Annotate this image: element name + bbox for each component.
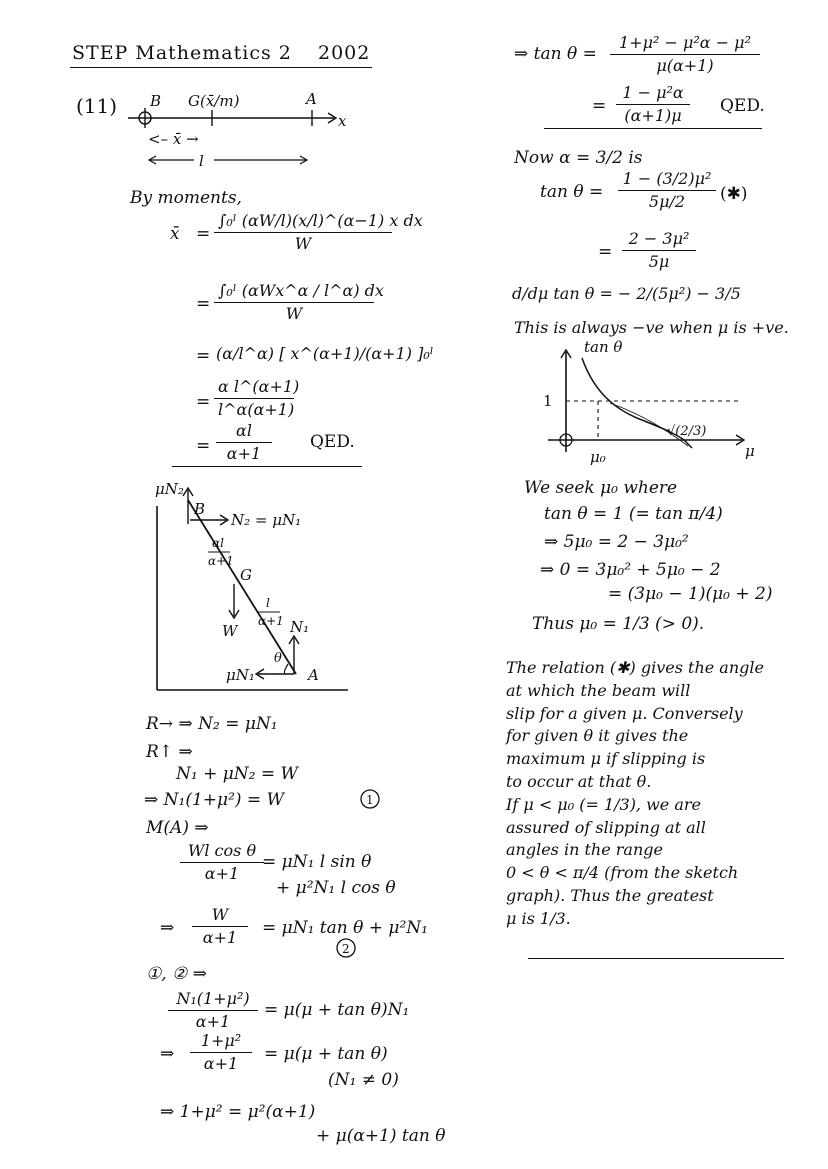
thus-mu0: Thus μ₀ = 1/3 (> 0). — [532, 614, 705, 634]
seek-intro: We seek μ₀ where — [524, 478, 678, 498]
label-mu-n1: μN₁ — [226, 666, 255, 684]
combine-label: ①, ② ⇒ — [146, 964, 207, 984]
equals-r4: = — [598, 242, 613, 262]
moment-rhs1: = μN₁ l sin θ — [262, 852, 372, 872]
eq5-fraction — [216, 422, 272, 464]
label-mu-n2: μN₂ — [155, 480, 184, 498]
eq1-fraction — [214, 211, 423, 254]
para-line: 0 < θ < π/4 (from the sketch — [506, 863, 739, 883]
page-title: STEP Mathematics 2 — [72, 42, 292, 64]
now-alpha: Now α = 3/2 is — [514, 148, 643, 168]
label-g: G — [240, 566, 252, 584]
para-line: maximum μ if slipping is — [506, 749, 706, 769]
combine2-numerator: 1+μ² — [190, 1032, 252, 1053]
label-l-num: l — [266, 596, 270, 610]
graph-root-label: √(2/3) — [667, 424, 707, 439]
rod-label-l: l — [199, 152, 204, 170]
eq3: (α/l^α) [ x^(α+1)/(α+1) ]₀ˡ — [216, 344, 434, 363]
label-n2-eq: N₂ = μN₁ — [231, 511, 302, 529]
combine1-denominator: α+1 — [195, 1012, 231, 1032]
label-a: A — [308, 666, 319, 684]
year: 2002 — [318, 42, 371, 64]
right-divider — [544, 128, 762, 129]
circle-1-label: 1 — [366, 793, 374, 807]
tan4-fraction — [622, 230, 696, 272]
resolve-up-eq2: ⇒ N₁(1+μ²) = W — [144, 790, 285, 810]
graph-mu0-label: μ₀ — [590, 448, 606, 466]
moment2-rhs: = μN₁ tan θ + μ²N₁ — [262, 918, 428, 938]
combine1-numerator: N₁(1+μ²) — [168, 990, 258, 1011]
label-n1: N₁ — [290, 618, 310, 636]
para-line: at which the beam will — [506, 680, 691, 700]
para-line: to occur at that θ. — [506, 771, 652, 791]
moment-rhs2: + μ²N₁ l cos θ — [276, 878, 396, 898]
moment2-denominator: α+1 — [202, 928, 238, 948]
tan-theta-graph — [543, 338, 755, 466]
right-end-divider — [528, 958, 784, 959]
label-al-num: αl — [212, 536, 224, 550]
tan-eq2-numerator: 1 − μ²α — [616, 84, 690, 105]
eq2-fraction — [214, 281, 384, 324]
eq5-denominator: α+1 — [226, 444, 262, 464]
tan-eq1-numerator: 1+μ² − μ²α − μ² — [610, 34, 760, 55]
combine1-rhs: = μ(μ + tan θ)N₁ — [264, 1000, 410, 1020]
moment-fraction — [180, 842, 264, 884]
resolve-up: R↑ ⇒ — [146, 742, 193, 762]
tan3-numerator: 1 − (3/2)μ² — [618, 170, 716, 191]
tan3-denominator: 5μ/2 — [648, 192, 686, 212]
tan4-numerator: 2 − 3μ² — [622, 230, 696, 251]
left-divider — [172, 466, 362, 467]
conclusion-paragraph — [506, 660, 806, 934]
seek-step2: ⇒ 5μ₀ = 2 − 3μ₀² — [544, 532, 689, 552]
rod-label-g: G(x̄/m) — [188, 92, 240, 110]
xbar-symbol: x̄ — [170, 224, 180, 244]
rod-diagram — [128, 90, 347, 170]
para-line: μ is 1/3. — [506, 908, 571, 928]
label-w: W — [222, 622, 238, 640]
para-line: assured of slipping at all — [506, 817, 706, 837]
tan-eq2-fraction — [616, 84, 690, 126]
graph-tan-label: tan θ — [584, 338, 623, 356]
combine2-fraction — [190, 1032, 252, 1074]
combine3b: + μ(α+1) tan θ — [316, 1126, 446, 1146]
resolve-right: R→ ⇒ N₂ = μN₁ — [146, 714, 278, 734]
combine3: ⇒ 1+μ² = μ²(α+1) — [160, 1102, 316, 1122]
para-line: angles in the range — [506, 840, 663, 860]
moments-intro: By moments, — [130, 188, 242, 208]
seek-step4: = (3μ₀ − 1)(μ₀ + 2) — [608, 584, 773, 604]
equals-1: = — [196, 224, 211, 244]
moment2-numerator: W — [192, 906, 248, 927]
label-b: B — [194, 500, 206, 518]
combine2-denominator: α+1 — [203, 1054, 239, 1074]
tan4-denominator: 5μ — [648, 252, 670, 272]
eq4-numerator: α l^(α+1) — [214, 378, 294, 399]
star-label: (✱) — [720, 184, 748, 204]
qed-right: QED. — [720, 96, 765, 116]
equals-r2: = — [592, 96, 607, 116]
label-l-den: α+1 — [258, 614, 284, 628]
moment-a: M(A) ⇒ — [146, 818, 209, 838]
eq4-denominator: l^α(α+1) — [218, 400, 295, 420]
tan-eq1-denominator: μ(α+1) — [656, 56, 714, 76]
rod-label-a: A — [306, 90, 317, 108]
label-theta: θ — [274, 651, 282, 666]
equals-5: = — [196, 436, 211, 456]
eq1-numerator: ∫₀ˡ (αW/l)(x/l)^(α−1) x dx — [214, 212, 392, 233]
equals-2: = — [196, 294, 211, 314]
eq2-numerator: ∫₀ˡ (αWx^α / l^α) dx — [214, 282, 374, 303]
para-line: If μ < μ₀ (= 1/3), we are — [506, 794, 702, 814]
eq4-fraction — [214, 377, 300, 420]
always-negative: This is always −ve when μ is +ve. — [514, 318, 789, 337]
eq1-denominator: W — [294, 234, 312, 254]
para-line: graph). Thus the greatest — [506, 885, 714, 905]
derivative: d/dμ tan θ = − 2/(5μ²) − 3/5 — [512, 284, 741, 303]
tan3-lhs: tan θ = — [540, 182, 604, 202]
para-line: The relation (✱) gives the angle — [506, 658, 764, 677]
equals-3: = — [196, 346, 211, 366]
moment-numerator: Wl cos θ — [180, 842, 264, 863]
tan-eq2-denominator: (α+1)μ — [624, 106, 682, 126]
para-line: slip for a given μ. Conversely — [506, 703, 743, 723]
seek-step3: ⇒ 0 = 3μ₀² + 5μ₀ − 2 — [540, 560, 721, 580]
implies-1: ⇒ — [160, 918, 175, 938]
moment2-fraction — [192, 906, 248, 948]
resolve-up-eq: N₁ + μN₂ = W — [176, 764, 299, 784]
tan-eq1-lhs: ⇒ tan θ = — [514, 44, 597, 64]
question-number: (11) — [76, 94, 118, 118]
label-al-den: α+1 — [208, 554, 234, 568]
rod-label-xbar: <– x̄ → — [148, 130, 199, 148]
qed-left: QED. — [310, 432, 355, 452]
ladder-diagram — [155, 480, 348, 690]
rod-label-b: B — [150, 92, 162, 110]
seek-step1: tan θ = 1 (= tan π/4) — [544, 504, 723, 524]
tan3-fraction — [618, 170, 716, 212]
graph-mu-label: μ — [745, 442, 755, 460]
tan-eq1-fraction — [610, 34, 760, 76]
equals-4: = — [196, 392, 211, 412]
graph-one-label: 1 — [543, 392, 553, 410]
implies-2: ⇒ — [160, 1044, 175, 1064]
combine2-rhs: = μ(μ + tan θ) — [264, 1044, 388, 1064]
moment-denominator: α+1 — [204, 864, 240, 884]
combine1-fraction — [168, 990, 258, 1032]
rod-label-x: x — [338, 112, 347, 130]
n1-nonzero: (N₁ ≠ 0) — [328, 1070, 399, 1090]
circle-2-label: 2 — [342, 942, 350, 956]
eq5-numerator: αl — [216, 422, 272, 443]
eq2-denominator: W — [285, 304, 303, 324]
para-line: for given θ it gives the — [506, 726, 689, 746]
